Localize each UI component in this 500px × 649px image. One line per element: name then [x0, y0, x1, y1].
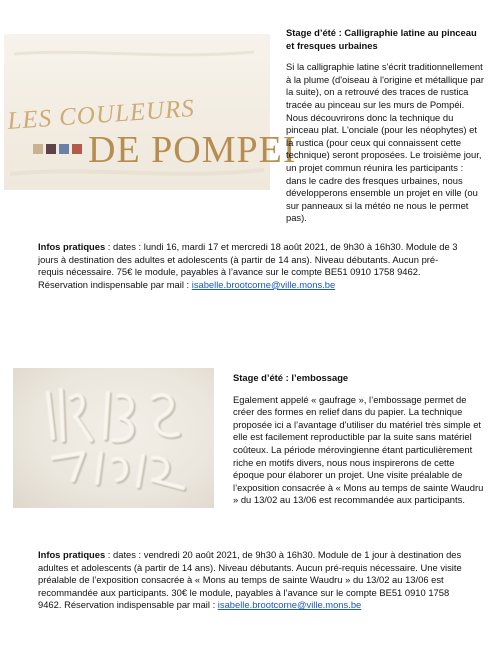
section1-info-paragraph — [38, 241, 458, 291]
section2-text — [233, 372, 487, 507]
embossing-image — [13, 368, 214, 508]
color-swatch — [46, 144, 56, 154]
image-text-line2: DE POMPEI — [88, 129, 297, 171]
section1-body: Si la calligraphie latine s'écrit traditionnellement à la plume (d'oiseau à l'origine et métallique par la suite), on a retrouvé des traces de rustica tracée au pinceau sur les murs de Pompéi. Nous découvrirons donc la technique du pinceau plat. L'onciale (pour les néophytes) et la rustica (pour ceux qui connaissent cette technique) seront proposées. Le troisième jour, un projet commun réunira les participants : dans le cadre des fresques urbaines, nous développerons ensemble un projet en ville (ou sur panneaux si la météo ne nous le permet pas). — [286, 61, 484, 224]
section1-text — [286, 27, 486, 225]
section1-email-link[interactable]: isabelle.brootcorne@ville.mons.be — [191, 278, 336, 290]
section2-email-link[interactable]: isabelle.brootcorne@ville.mons.be — [217, 599, 362, 611]
section1-title: Stage d’été : Calligraphie latine au pinceau et fresques urbaines — [286, 27, 477, 51]
section1-info-label: Infos pratiques — [38, 241, 106, 252]
color-swatch — [72, 144, 82, 154]
section2-info-label: Infos pratiques — [38, 549, 106, 560]
color-swatch — [59, 144, 69, 154]
pompei-calligraphy-image — [4, 34, 297, 190]
section2-title: Stage d’été : l’embossage — [233, 372, 349, 383]
section2-info-paragraph — [38, 549, 466, 612]
section1-reservation-text: Réservation indispensable par mail : — [38, 278, 192, 290]
section1-info — [38, 241, 458, 291]
section2-info — [38, 549, 466, 612]
section2-info-text: : dates : vendredi 20 août 2021, de 9h30 à 16h30. Module de 1 jour à destination des adultes et adolescents (à partir de 14 ans). Niveau débutants. Aucun pré-requis nécessaire. Une visite préalable de l’exposition consacrée à « Mons au temps de sainte Waudru » du 13/02 au 13/06 est recommandée aux participants. 30€ le module, payables à l’avance sur le compte BE51 0910 1758 9462. Réservation indispensable par mail : — [38, 549, 462, 611]
color-swatch — [33, 144, 43, 154]
image-text-line1: LES COULEURS — [6, 94, 196, 135]
section2-body: Egalement appelé « gaufrage », l’embossage permet de créer des formes en relief dans du papier. La technique proposée ici a l’avantage d’utiliser du matériel très simple et elle est facilement reproductible par la suite sans matériel coûteux. La période mérovingienne étant particulièrement riche en motifs divers, nous nous inspirerons de cette époque pour élaborer un projet. Une visite préalable de l’exposition consacrée à « Mons au temps de sainte Waudru » du 13/02 au 13/06 est recommandée aux participants. — [233, 393, 484, 506]
section1-info-text: : dates : lundi 16, mardi 17 et mercredi 18 août 2021, de 9h30 à 16h30. Module de 3 jours à destination des adultes et adolescents (à partir de 14 ans). Niveau débutants. Aucun pré-requis nécessaire. 75€ le module, payables à l’avance sur le compte BE51 0910 1758 9462. — [38, 241, 458, 278]
